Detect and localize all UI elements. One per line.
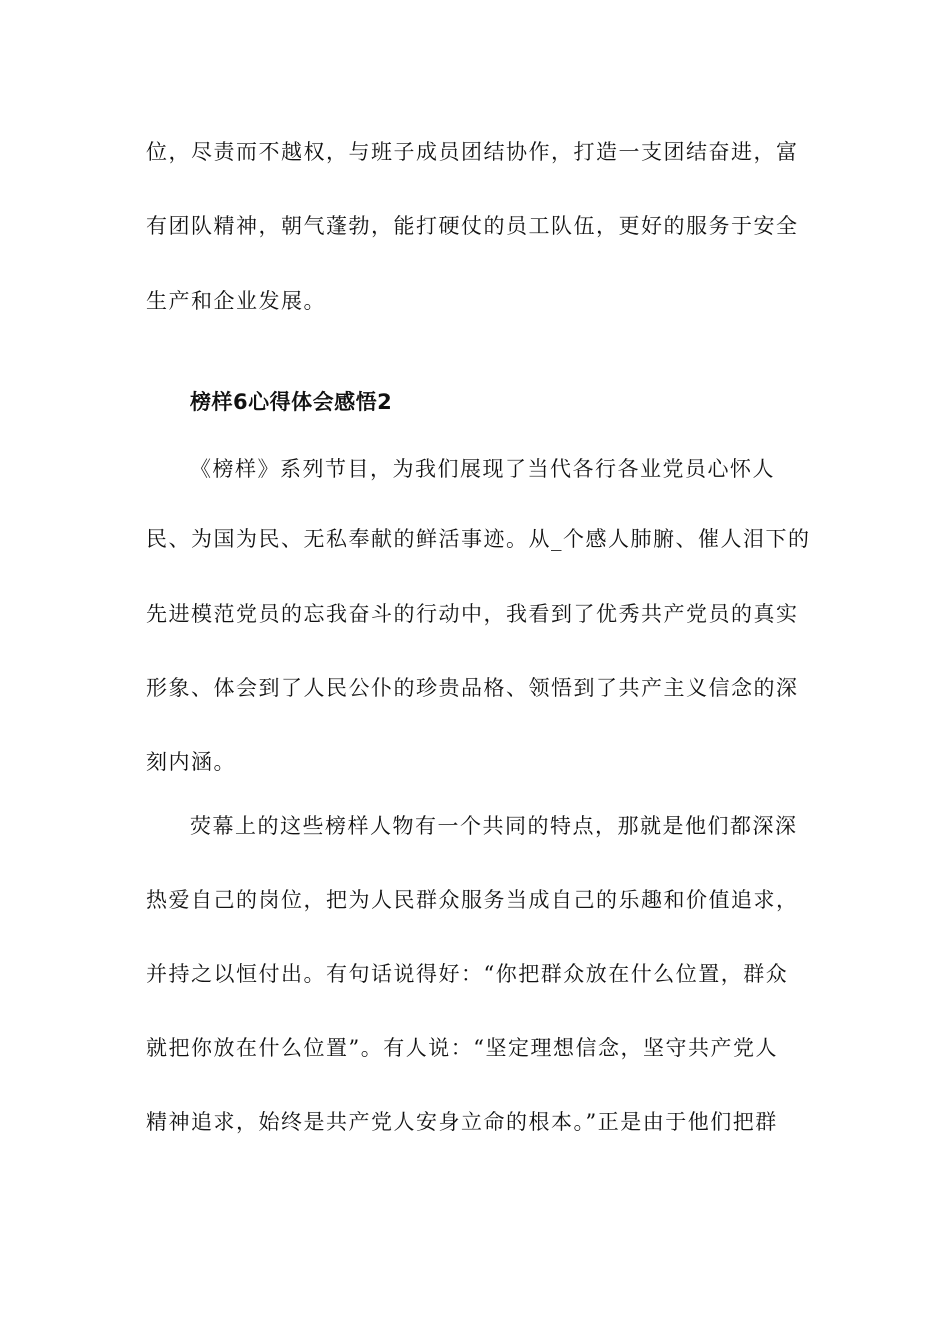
paragraph-1-line-1: 《榜样》系列节目，为我们展现了当代各行各业党员心怀人 bbox=[190, 457, 775, 481]
paragraph-2-line-1: 荧幕上的这些榜样人物有一个共同的特点，那就是他们都深深 bbox=[190, 814, 798, 838]
paragraph-2-line-3: 并持之以恒付出。有句话说得好：“你把群众放在什么位置，群众 bbox=[146, 962, 789, 986]
continuation-line-2: 有团队精神，朝气蓬勃，能打硬仗的员工队伍，更好的服务于安全 bbox=[146, 214, 799, 238]
paragraph-2-line-4: 就把你放在什么位置”。有人说：“坚定理想信念，坚守共产党人 bbox=[146, 1036, 778, 1060]
section-heading: 榜样6心得体会感悟2 bbox=[190, 390, 393, 414]
paragraph-1-line-3: 先进模范党员的忘我奋斗的行动中，我看到了优秀共产党员的真实 bbox=[146, 602, 799, 626]
continuation-line-1: 位，尽责而不越权，与班子成员团结协作，打造一支团结奋进，富 bbox=[146, 140, 799, 164]
continuation-line-3: 生产和企业发展。 bbox=[146, 289, 326, 313]
paragraph-1-line-2: 民、为国为民、无私奉献的鲜活事迹。从_个感人肺腑、催人泪下的 bbox=[146, 527, 811, 551]
paragraph-1-line-4: 形象、体会到了人民公仆的珍贵品格、领悟到了共产主义信念的深 bbox=[146, 676, 799, 700]
paragraph-1-line-5: 刻内涵。 bbox=[146, 750, 236, 774]
paragraph-2-line-5: 精神追求，始终是共产党人安身立命的根本。”正是由于他们把群 bbox=[146, 1110, 778, 1134]
paragraph-2-line-2: 热爱自己的岗位，把为人民群众服务当成自己的乐趣和价值追求， bbox=[146, 888, 799, 912]
